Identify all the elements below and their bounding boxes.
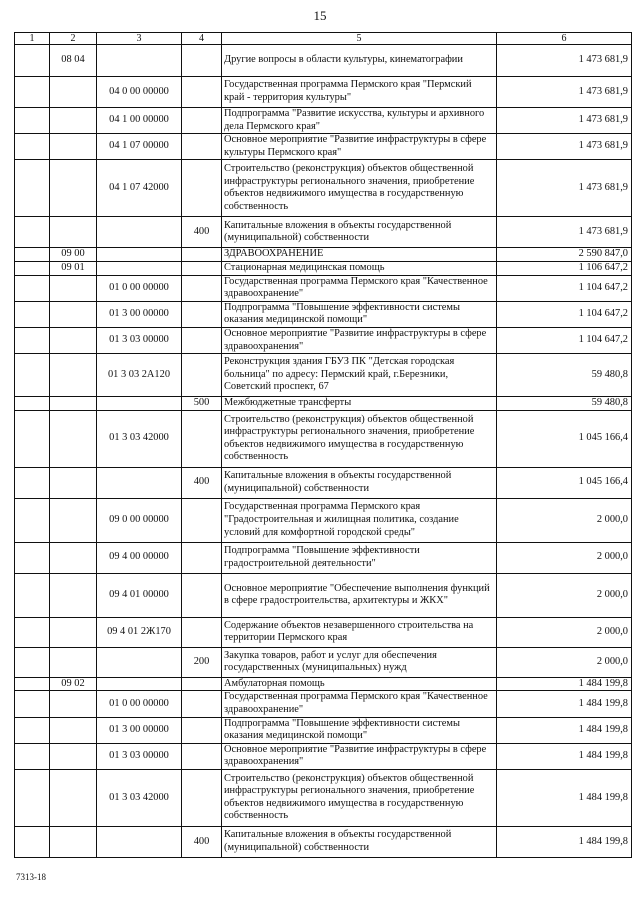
section-code <box>50 769 97 826</box>
target-item-code: 01 0 00 00000 <box>97 275 182 301</box>
section-code <box>50 108 97 134</box>
col1-cell <box>15 248 50 262</box>
target-item-code: 01 3 03 00000 <box>97 743 182 769</box>
description: Подпрограмма "Повышение эффективности градостроительной деятельности" <box>222 542 497 573</box>
table-row <box>15 647 632 677</box>
expense-type-code <box>182 769 222 826</box>
description: Реконструкция здания ГБУЗ ПК "Детская городская больница" по адресу: Пермский край, г.Березники, Советский проспект, 67 <box>222 354 497 397</box>
section-code <box>50 134 97 160</box>
column-header-3: 3 <box>97 33 182 45</box>
description: Основное мероприятие "Обеспечение выполнения функций в сфере градостроительства, архитектуры и ЖКХ" <box>222 573 497 617</box>
target-item-code: 04 0 00 00000 <box>97 77 182 108</box>
table-row <box>15 769 632 826</box>
column-header-2: 2 <box>50 33 97 45</box>
target-item-code: 09 4 01 00000 <box>97 573 182 617</box>
target-item-code: 01 3 03 2А120 <box>97 354 182 397</box>
target-item-code <box>97 826 182 857</box>
amount: 1 484 199,8 <box>497 677 632 691</box>
target-item-code <box>97 248 182 262</box>
expense-type-code <box>182 691 222 717</box>
col1-cell <box>15 647 50 677</box>
description: Стационарная медицинская помощь <box>222 261 497 275</box>
table-row <box>15 573 632 617</box>
col1-cell <box>15 617 50 647</box>
target-item-code: 01 3 00 00000 <box>97 301 182 327</box>
target-item-code: 01 0 00 00000 <box>97 691 182 717</box>
target-item-code: 09 4 00 00000 <box>97 542 182 573</box>
table-row <box>15 134 632 160</box>
col1-cell <box>15 261 50 275</box>
expense-type-code: 200 <box>182 647 222 677</box>
col1-cell <box>15 769 50 826</box>
section-code <box>50 826 97 857</box>
description: Основное мероприятие "Развитие инфраструктуры в сфере здравоохранения" <box>222 327 497 353</box>
col1-cell <box>15 717 50 743</box>
target-item-code <box>97 45 182 77</box>
description: Строительство (реконструкция) объектов общественной инфраструктуры регионального значения, приобретение объектов недвижимого имущества в государственную собственность <box>222 410 497 467</box>
expense-type-code <box>182 248 222 262</box>
amount: 1 104 647,2 <box>497 301 632 327</box>
description: Основное мероприятие "Развитие инфраструктуры в сфере здравоохранения" <box>222 743 497 769</box>
expense-type-code: 500 <box>182 397 222 411</box>
amount: 2 590 847,0 <box>497 248 632 262</box>
target-item-code: 04 1 00 00000 <box>97 108 182 134</box>
expense-type-code <box>182 45 222 77</box>
column-header-1: 1 <box>15 33 50 45</box>
description: Строительство (реконструкция) объектов общественной инфраструктуры регионального значения, приобретение объектов недвижимого имущества в государственную собственность <box>222 160 497 217</box>
target-item-code: 04 1 07 42000 <box>97 160 182 217</box>
expense-type-code <box>182 717 222 743</box>
description: Другие вопросы в области культуры, кинематографии <box>222 45 497 77</box>
table-row <box>15 45 632 77</box>
table-body <box>15 45 632 858</box>
section-code <box>50 542 97 573</box>
target-item-code <box>97 397 182 411</box>
target-item-code <box>97 217 182 248</box>
section-code: 09 00 <box>50 248 97 262</box>
description: Государственная программа Пермского края "Качественное здравоохранение" <box>222 691 497 717</box>
section-code <box>50 77 97 108</box>
table-row <box>15 498 632 542</box>
expense-type-code: 400 <box>182 826 222 857</box>
expense-type-code <box>182 498 222 542</box>
section-code: 09 01 <box>50 261 97 275</box>
target-item-code: 01 3 03 00000 <box>97 327 182 353</box>
section-code <box>50 410 97 467</box>
amount: 1 104 647,2 <box>497 327 632 353</box>
expense-type-code <box>182 677 222 691</box>
amount: 1 045 166,4 <box>497 467 632 498</box>
column-header-5: 5 <box>222 33 497 45</box>
col1-cell <box>15 691 50 717</box>
description: Строительство (реконструкция) объектов общественной инфраструктуры регионального значения, приобретение объектов недвижимого имущества в государственную собственность <box>222 769 497 826</box>
col1-cell <box>15 354 50 397</box>
expense-type-code <box>182 573 222 617</box>
expense-type-code <box>182 410 222 467</box>
table-row <box>15 77 632 108</box>
table-row <box>15 108 632 134</box>
description: Государственная программа Пермского края "Качественное здравоохранение" <box>222 275 497 301</box>
col1-cell <box>15 410 50 467</box>
description: Закупка товаров, работ и услуг для обеспечения государственных (муниципальных) нужд <box>222 647 497 677</box>
column-header-6: 6 <box>497 33 632 45</box>
col1-cell <box>15 677 50 691</box>
section-code <box>50 301 97 327</box>
col1-cell <box>15 275 50 301</box>
amount: 1 484 199,8 <box>497 769 632 826</box>
expense-type-code <box>182 327 222 353</box>
expense-type-code: 400 <box>182 467 222 498</box>
amount: 1 484 199,8 <box>497 743 632 769</box>
description: ЗДРАВООХРАНЕНИЕ <box>222 248 497 262</box>
description: Капитальные вложения в объекты государственной (муниципальной) собственности <box>222 826 497 857</box>
col1-cell <box>15 498 50 542</box>
section-code <box>50 691 97 717</box>
col1-cell <box>15 108 50 134</box>
target-item-code: 09 4 01 2Ж170 <box>97 617 182 647</box>
table-row <box>15 248 632 262</box>
section-code <box>50 160 97 217</box>
table-header-row <box>15 33 632 45</box>
expense-type-code <box>182 301 222 327</box>
section-code <box>50 717 97 743</box>
description: Содержание объектов незавершенного строительства на территории Пермского края <box>222 617 497 647</box>
section-code <box>50 217 97 248</box>
col1-cell <box>15 160 50 217</box>
target-item-code: 09 0 00 00000 <box>97 498 182 542</box>
table-row <box>15 397 632 411</box>
amount: 1 473 681,9 <box>497 77 632 108</box>
section-code: 09 02 <box>50 677 97 691</box>
document-code: 7313-18 <box>16 872 46 882</box>
expense-type-code <box>182 743 222 769</box>
column-header-4: 4 <box>182 33 222 45</box>
target-item-code <box>97 647 182 677</box>
amount: 1 473 681,9 <box>497 217 632 248</box>
amount: 1 473 681,9 <box>497 108 632 134</box>
amount: 1 473 681,9 <box>497 45 632 77</box>
amount: 59 480,8 <box>497 354 632 397</box>
table-row <box>15 261 632 275</box>
expense-type-code <box>182 77 222 108</box>
target-item-code <box>97 261 182 275</box>
col1-cell <box>15 77 50 108</box>
expense-type-code <box>182 542 222 573</box>
amount: 1 045 166,4 <box>497 410 632 467</box>
table-row <box>15 275 632 301</box>
description: Государственная программа Пермского края "Градостроительная и жилищная политика, создание условий для комфортной городской среды" <box>222 498 497 542</box>
table-row <box>15 327 632 353</box>
description: Капитальные вложения в объекты государственной (муниципальной) собственности <box>222 217 497 248</box>
col1-cell <box>15 134 50 160</box>
amount: 1 104 647,2 <box>497 275 632 301</box>
section-code: 08 04 <box>50 45 97 77</box>
target-item-code <box>97 677 182 691</box>
target-item-code: 04 1 07 00000 <box>97 134 182 160</box>
expense-type-code <box>182 134 222 160</box>
expense-type-code <box>182 275 222 301</box>
section-code <box>50 354 97 397</box>
expense-type-code <box>182 617 222 647</box>
amount: 59 480,8 <box>497 397 632 411</box>
section-code <box>50 743 97 769</box>
col1-cell <box>15 743 50 769</box>
section-code <box>50 573 97 617</box>
section-code <box>50 397 97 411</box>
description: Подпрограмма "Повышение эффективности системы оказания медицинской помощи" <box>222 717 497 743</box>
description: Амбулаторная помощь <box>222 677 497 691</box>
amount: 2 000,0 <box>497 498 632 542</box>
target-item-code: 01 3 03 42000 <box>97 410 182 467</box>
description: Государственная программа Пермского края "Пермский край - территория культуры" <box>222 77 497 108</box>
table-row <box>15 301 632 327</box>
target-item-code <box>97 467 182 498</box>
col1-cell <box>15 467 50 498</box>
amount: 2 000,0 <box>497 542 632 573</box>
description: Капитальные вложения в объекты государственной (муниципальной) собственности <box>222 467 497 498</box>
amount: 1 106 647,2 <box>497 261 632 275</box>
description: Межбюджетные трансферты <box>222 397 497 411</box>
target-item-code: 01 3 03 42000 <box>97 769 182 826</box>
table-row <box>15 217 632 248</box>
table-row <box>15 617 632 647</box>
page-number: 15 <box>313 8 327 23</box>
amount: 2 000,0 <box>497 617 632 647</box>
amount: 1 484 199,8 <box>497 717 632 743</box>
col1-cell <box>15 542 50 573</box>
section-code <box>50 327 97 353</box>
table-row <box>15 467 632 498</box>
expense-type-code: 400 <box>182 217 222 248</box>
section-code <box>50 498 97 542</box>
amount: 1 473 681,9 <box>497 134 632 160</box>
amount: 2 000,0 <box>497 647 632 677</box>
col1-cell <box>15 217 50 248</box>
amount: 1 484 199,8 <box>497 826 632 857</box>
expense-type-code <box>182 354 222 397</box>
expense-type-code <box>182 261 222 275</box>
section-code <box>50 647 97 677</box>
section-code <box>50 617 97 647</box>
description: Подпрограмма "Развитие искусства, культуры и архивного дела Пермского края" <box>222 108 497 134</box>
table-row <box>15 826 632 857</box>
expense-type-code <box>182 108 222 134</box>
col1-cell <box>15 327 50 353</box>
amount: 1 473 681,9 <box>497 160 632 217</box>
table-row <box>15 743 632 769</box>
amount: 2 000,0 <box>497 573 632 617</box>
table-row <box>15 410 632 467</box>
table-row <box>15 160 632 217</box>
section-code <box>50 275 97 301</box>
expense-type-code <box>182 160 222 217</box>
table-row <box>15 542 632 573</box>
col1-cell <box>15 826 50 857</box>
budget-table <box>14 32 632 858</box>
table-row <box>15 354 632 397</box>
col1-cell <box>15 397 50 411</box>
table-row <box>15 691 632 717</box>
section-code <box>50 467 97 498</box>
table-row <box>15 717 632 743</box>
amount: 1 484 199,8 <box>497 691 632 717</box>
col1-cell <box>15 45 50 77</box>
col1-cell <box>15 301 50 327</box>
description: Основное мероприятие "Развитие инфраструктуры в сфере культуры Пермского края" <box>222 134 497 160</box>
description: Подпрограмма "Повышение эффективности системы оказания медицинской помощи" <box>222 301 497 327</box>
table-row <box>15 677 632 691</box>
col1-cell <box>15 573 50 617</box>
target-item-code: 01 3 00 00000 <box>97 717 182 743</box>
